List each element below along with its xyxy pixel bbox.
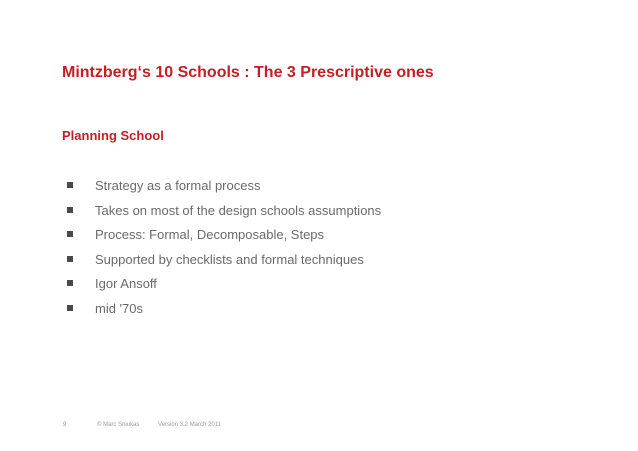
bullet-item — [66, 203, 381, 228]
bullet-text: Takes on most of the design schools assumptions — [95, 202, 382, 218]
bullet-list — [66, 178, 381, 325]
bullet-item — [66, 276, 381, 301]
bullet-text: Igor Ansoff — [95, 276, 157, 291]
bullet-text: Supported by checklists and formal techniques — [95, 251, 364, 267]
bullet-item — [66, 178, 381, 203]
bullet-text: mid '70s — [95, 300, 144, 316]
bullet-item — [66, 301, 381, 326]
section-heading: Planning School — [62, 128, 164, 143]
bullet-text: Process: Formal, Decomposable, Steps — [95, 227, 325, 242]
page-number: 9 — [63, 422, 67, 428]
bullet-item — [66, 227, 381, 252]
square-bullet-icon — [67, 280, 73, 286]
square-bullet-icon — [67, 182, 73, 188]
square-bullet-icon — [67, 207, 73, 213]
bullet-item — [66, 252, 381, 277]
footer-copyright: © Marc Sniukas — [97, 422, 140, 428]
square-bullet-icon — [67, 305, 73, 311]
bullet-text: Strategy as a formal process — [95, 178, 261, 193]
footer-version: Version 3.2 March 2011 — [158, 422, 221, 428]
square-bullet-icon — [67, 231, 73, 237]
square-bullet-icon — [67, 256, 73, 262]
slide-title: Mintzberg‘s 10 Schools : The 3 Prescriptive ones — [62, 64, 434, 81]
